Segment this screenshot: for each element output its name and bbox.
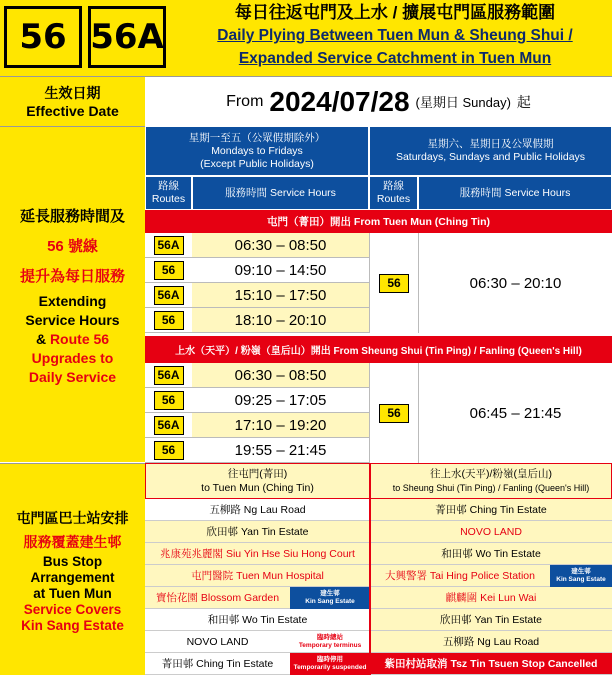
page-title xyxy=(180,2,610,70)
route-tag: 56 xyxy=(154,441,184,460)
hours-col-header-wk xyxy=(192,176,369,210)
effective-date-value xyxy=(145,76,612,126)
stops-en-3: at Tuen Mun xyxy=(33,585,112,601)
temp-suspended-zh: 臨時停用 xyxy=(317,656,343,663)
dir1-weekday-table xyxy=(145,233,369,333)
route-tag: 56A xyxy=(154,236,184,255)
extend-en-2: Service Hours xyxy=(25,312,120,328)
dir1-route-cell xyxy=(145,233,192,258)
hours-col-header-we xyxy=(418,176,612,210)
kin-sang-en: Kin Sang Estate xyxy=(305,598,355,605)
route-tag: 56 xyxy=(154,261,184,280)
dir2-weekend-time: 06:45 – 21:45 xyxy=(418,363,612,463)
stop-item: 欣田邨 Yan Tin Estate xyxy=(370,609,612,631)
routes-zh-we: 路線 xyxy=(383,180,404,192)
dir2-route-cell xyxy=(145,413,192,438)
stop-item: 大興警署 Tai Hing Police Station xyxy=(370,565,550,587)
stops-zh-2: 服務覆蓋建生邨 xyxy=(23,533,122,550)
stop-item: 欣田邨 Yan Tin Estate xyxy=(145,521,370,543)
weekday-header xyxy=(145,126,369,176)
direction-from-sheung-shui: 上水（天平）/ 粉嶺（皇后山）開出 From Sheung Shui (Tin Ping) / Fanling (Queen's Hill) xyxy=(145,336,612,363)
kin-sang-zh: 建生邨 xyxy=(320,590,340,597)
weekday-header-en1: Mondays to Fridays xyxy=(211,144,303,157)
stop-item: 菁田邨 Ching Tin Estate xyxy=(370,499,612,521)
to-tuen-mun-en: to Tuen Mun (Ching Tin) xyxy=(201,482,314,494)
title-english-1: Daily Plying Between Tuen Mun & Sheung Shui / xyxy=(217,27,573,44)
route-tag: 56A xyxy=(154,416,184,435)
to-sheung-shui-en: to Sheung Shui (Tin Ping) / Fanling (Queen's Hill) xyxy=(392,483,590,493)
service-time: 06:30 – 08:50 xyxy=(192,233,369,258)
weekend-header-zh: 星期六、星期日及公眾假期 xyxy=(427,138,554,150)
weekday-header-en2: (Except Public Holidays) xyxy=(200,157,314,170)
dir2-route-cell xyxy=(145,438,192,463)
to-tuen-mun-header xyxy=(145,463,370,499)
service-time: 06:30 – 08:50 xyxy=(192,363,369,388)
stop-item: 屯門醫院 Tuen Mun Hospital xyxy=(145,565,370,587)
extend-en-3b: Route 56 xyxy=(49,331,110,347)
stop-cancelled: 紫田村站取消 Tsz Tin Tsuen Stop Cancelled xyxy=(370,653,612,675)
title-english-2: Expanded Service Catchment in Tuen Mun xyxy=(238,50,552,67)
stops-en-5: Kin Sang Estate xyxy=(21,617,124,633)
direction-from-tuen-mun: 屯門（菁田）開出 From Tuen Mun (Ching Tin) xyxy=(145,210,612,233)
routes-en-we: Routes xyxy=(376,193,411,205)
kin-sang-zh-right: 建生邨 xyxy=(571,568,591,575)
kin-sang-en-right: Kin Sang Estate xyxy=(556,576,606,583)
service-time: 18:10 – 20:10 xyxy=(192,308,369,333)
service-time: 09:10 – 14:50 xyxy=(192,258,369,283)
stops-en-1: Bus Stop xyxy=(42,553,103,569)
temp-terminus-en: Temporary terminus xyxy=(298,641,362,649)
route-tag: 56 xyxy=(154,311,184,330)
service-time: 15:10 – 17:50 xyxy=(192,283,369,308)
effective-date-label xyxy=(0,76,145,126)
route-56-badge: 56 xyxy=(4,6,82,68)
effective-qi: 起 xyxy=(516,93,531,110)
extend-en-5: Daily Service xyxy=(28,369,117,385)
stop-item: NOVO LAND xyxy=(145,631,290,653)
stop-item: 兆康苑兆麗閣 Siu Yin Hse Siu Hong Court xyxy=(145,543,370,565)
stops-zh-1: 屯門區巴士站安排 xyxy=(16,509,129,526)
kin-sang-badge-left xyxy=(290,587,370,609)
routes-col-header-wk xyxy=(145,176,192,210)
to-sheung-shui-header xyxy=(370,463,612,499)
service-time: 17:10 – 19:20 xyxy=(192,413,369,438)
hours-label-we: 服務時間 Service Hours xyxy=(459,186,571,199)
hours-label: 服務時間 Service Hours xyxy=(225,186,336,199)
temporarily-suspended-badge xyxy=(290,653,370,675)
effective-date: 2024/07/28 xyxy=(269,85,410,117)
column-divider xyxy=(369,463,371,675)
dir1-route-cell xyxy=(145,258,192,283)
stop-item: 和田邨 Wo Tin Estate xyxy=(145,609,370,631)
stop-item: 菁田邨 Ching Tin Estate xyxy=(145,653,290,675)
extend-en-1: Extending xyxy=(38,293,107,309)
route-tag: 56 xyxy=(154,391,184,410)
route-56a-badge: 56A xyxy=(88,6,166,68)
effective-weekday: (星期日 Sunday) xyxy=(415,95,511,110)
stop-item: 五柳路 Ng Lau Road xyxy=(370,631,612,653)
dir2-weekend-route xyxy=(369,363,418,463)
stop-item: 麒麟圍 Kei Lun Wai xyxy=(370,587,612,609)
to-sheung-shui-zh: 往上水(天平)/粉嶺(皇后山) xyxy=(430,468,552,480)
service-time: 09:25 – 17:05 xyxy=(192,388,369,413)
title-chinese: 每日往返屯門及上水 / 擴展屯門區服務範圍 xyxy=(234,3,556,22)
dir1-route-cell xyxy=(145,283,192,308)
temp-suspended-en: Temporarily suspended xyxy=(293,664,367,671)
bus-stop-arrangement-panel xyxy=(0,463,145,675)
route-tag: 56 xyxy=(379,274,409,293)
route-tag: 56A xyxy=(154,366,184,385)
route-tag: 56 xyxy=(379,404,409,423)
dir2-weekday-table xyxy=(145,363,369,463)
stop-item: 和田邨 Wo Tin Estate xyxy=(370,543,612,565)
stop-item: 寶怡花園 Blossom Garden xyxy=(145,587,290,609)
dir1-weekend-time: 06:30 – 20:10 xyxy=(418,233,612,333)
extend-en-4: Upgrades to xyxy=(31,350,114,366)
extend-zh-3: 提升為每日服務 xyxy=(19,268,125,285)
effective-label-en: Effective Date xyxy=(26,102,119,119)
extend-zh-1: 延長服務時間及 xyxy=(19,208,125,225)
extend-en-3a: & xyxy=(35,331,50,347)
from-text: From xyxy=(226,92,264,110)
extend-zh-2: 56 號線 xyxy=(47,238,98,255)
extend-service-panel xyxy=(0,126,145,462)
temporary-terminus-badge xyxy=(290,631,370,653)
routes-col-header-we xyxy=(369,176,418,210)
dir1-weekend-route xyxy=(369,233,418,333)
to-tuen-mun-zh: 往屯門(菁田) xyxy=(227,468,288,480)
dir1-route-cell xyxy=(145,308,192,333)
effective-label-zh: 生效日期 xyxy=(44,84,101,101)
service-time: 19:55 – 21:45 xyxy=(192,438,369,463)
weekend-header-en: Saturdays, Sundays and Public Holidays xyxy=(395,151,586,163)
weekend-header xyxy=(369,126,612,176)
routes-en: Routes xyxy=(151,193,186,205)
stops-en-2: Arrangement xyxy=(30,569,115,585)
dir2-route-cell xyxy=(145,363,192,388)
stop-item: NOVO LAND xyxy=(370,521,612,543)
routes-zh: 路線 xyxy=(158,180,179,192)
kin-sang-badge-right xyxy=(550,565,612,587)
route-tag: 56A xyxy=(154,286,184,305)
dir2-route-cell xyxy=(145,388,192,413)
stops-en-4: Service Covers xyxy=(23,601,122,617)
weekday-header-zh: 星期一至五（公眾假期除外） xyxy=(188,131,326,144)
temp-terminus-zh: 臨時總站 xyxy=(317,633,343,641)
stop-item: 五柳路 Ng Lau Road xyxy=(145,499,370,521)
